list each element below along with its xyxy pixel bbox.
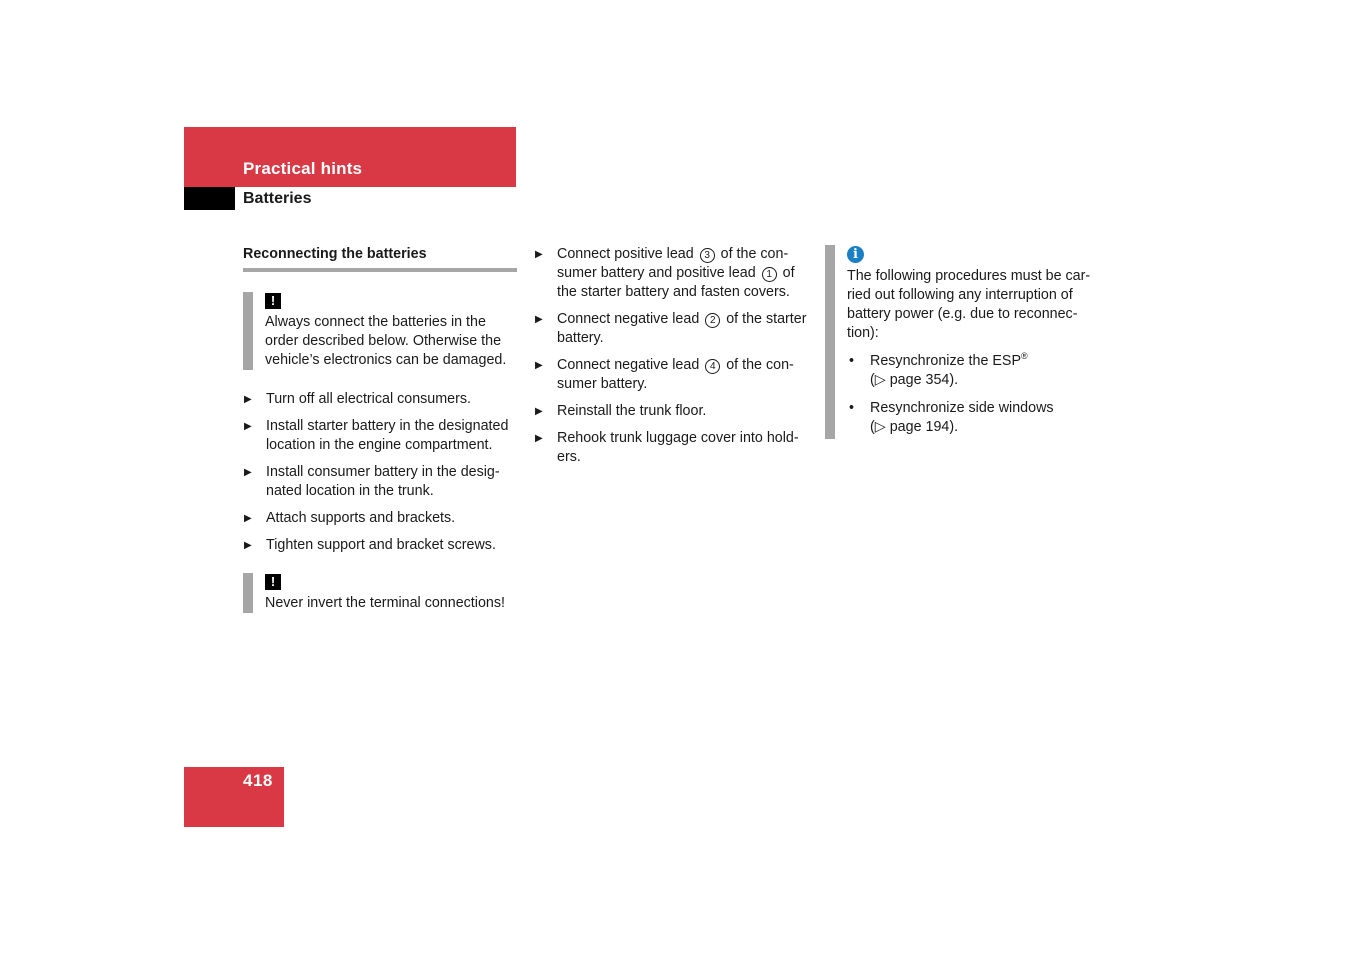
column-left (243, 245, 517, 633)
lead-number: 3 (700, 248, 715, 263)
arrow-icon: ▶ (535, 314, 543, 325)
step-item: ▶ Rehook trunk luggage cover into hold-ers. (535, 430, 799, 465)
arrow-icon: ▶ (244, 467, 252, 478)
note-bar (825, 245, 835, 439)
step-item: ▶ Turn off all electrical consumers. (244, 391, 472, 407)
step-item: ▶ Reinstall the trunk floor. (535, 403, 707, 419)
subsection-title: Batteries (243, 190, 312, 207)
section-heading: Reconnecting the batteries (243, 245, 517, 272)
warning-text: Always connect the batteries in the order described below. Otherwise the vehicle’s electronics can be damaged. (265, 314, 507, 368)
column-middle (534, 245, 809, 475)
warning-icon: ! (265, 293, 281, 309)
page-reference[interactable]: (▷ page 194). (870, 419, 959, 435)
arrow-icon: ▶ (244, 421, 252, 432)
column-right (825, 245, 1100, 459)
page-reference[interactable]: (▷ page 354). (870, 372, 959, 388)
lead-number: 1 (762, 267, 777, 282)
info-text: The following procedures must be car-ried out following any interruption of battery power (e.g. due to reconnec-tion): (847, 268, 1091, 341)
arrow-icon: ▶ (535, 360, 543, 371)
section-title: Practical hints (243, 159, 363, 178)
warning-note (243, 292, 517, 370)
arrow-icon: ▶ (244, 540, 252, 551)
step-item: ▶ Install starter battery in the designated location in the engine compartment. (244, 418, 509, 453)
step-item: ▶ Connect positive lead 3 of the con-sumer battery and positive lead 1 of the starter battery and fasten covers. (535, 246, 795, 300)
warning-text: Never invert the terminal connections! (265, 595, 505, 611)
lead-number: 2 (705, 313, 720, 328)
bullet-icon: • (849, 400, 855, 416)
arrow-icon: ▶ (535, 406, 543, 417)
info-note (825, 245, 1100, 439)
step-item: ▶ Connect negative lead 2 of the starter battery. (535, 311, 807, 346)
lead-number: 4 (705, 359, 720, 374)
arrow-icon: ▶ (535, 433, 543, 444)
page-number: 418 (243, 771, 273, 790)
step-item: ▶ Attach supports and brackets. (244, 510, 456, 526)
arrow-icon: ▶ (244, 394, 252, 405)
arrow-icon: ▶ (535, 249, 543, 260)
arrow-icon: ▶ (244, 513, 252, 524)
bullet-icon: • (849, 353, 855, 369)
note-bar (243, 573, 253, 613)
note-bar (243, 292, 253, 370)
list-item: • Resynchronize side windows (▷ page 194). (849, 400, 1054, 435)
step-item: ▶ Connect negative lead 4 of the con-sumer battery. (535, 357, 794, 392)
info-icon: i (847, 246, 864, 263)
list-item: • Resynchronize the ESP® (▷ page 354). (849, 351, 1028, 388)
step-item: ▶ Install consumer battery in the desig-nated location in the trunk. (244, 464, 500, 499)
warning-note (243, 573, 517, 613)
step-item: ▶ Tighten support and bracket screws. (244, 537, 496, 553)
warning-icon: ! (265, 574, 281, 590)
subsection-tab (184, 187, 235, 210)
